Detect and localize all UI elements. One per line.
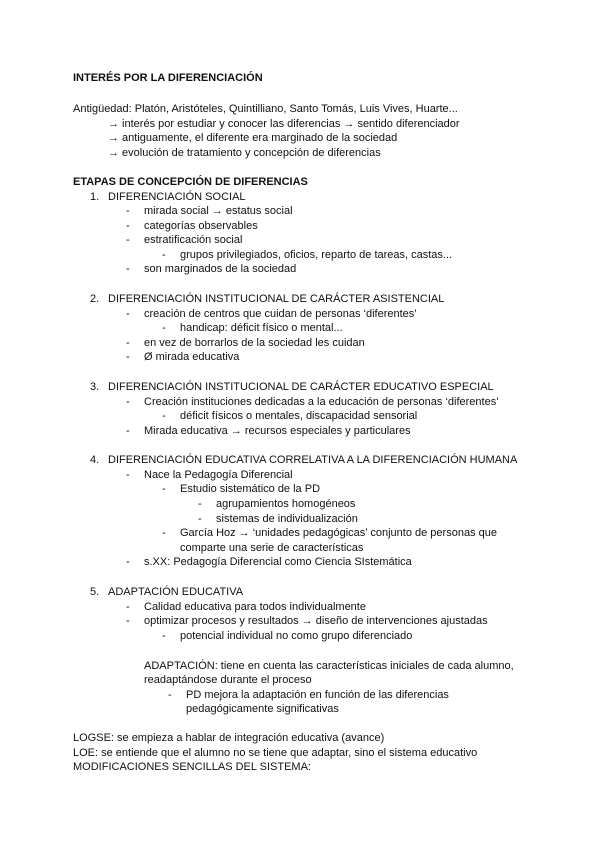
bullet-dash: - — [162, 322, 166, 334]
stage-subitem: handicap: déficit físico o mental... — [180, 322, 343, 334]
stage-title: DIFERENCIACIÓN EDUCATIVA CORRELATIVA A LA DIFERENCIACIÓN HUMANA — [108, 454, 518, 466]
footer-note-logse: LOGSE: se empieza a hablar de integración educativa (avance) — [73, 732, 385, 744]
stage-subitem: García Hoz → ‘unidades pedagógicas’ conjunto de personas que — [180, 527, 497, 539]
bullet-dash: - — [126, 234, 130, 246]
adaptation-note: ADAPTACIÓN: tiene en cuenta las características iniciales de cada alumno, — [144, 660, 514, 672]
bullet-dash: - — [126, 601, 130, 613]
stage-subsubitem: sistemas de individualización — [216, 513, 358, 525]
footer-note-modifications: MODIFICACIONES SENCILLAS DEL SISTEMA: — [73, 761, 311, 773]
bullet-dash: - — [126, 220, 130, 232]
bullet-dash: - — [126, 425, 130, 437]
stage-title: ADAPTACIÓN EDUCATIVA — [108, 586, 244, 598]
stage-item: Calidad educativa para todos individualmente — [144, 601, 366, 613]
stage-number: 2. — [90, 293, 100, 305]
adaptation-point: PD mejora la adaptación en función de las diferencias — [186, 689, 449, 701]
stage-item: creación de centros que cuidan de personas ‘diferentes’ — [144, 308, 417, 320]
stage-title: DIFERENCIACIÓN INSTITUCIONAL DE CARÁCTER EDUCATIVO ESPECIAL — [108, 381, 494, 393]
stage-subitem: grupos privilegiados, oficios, reparto de tareas, castas... — [180, 249, 453, 261]
stage-subitem: déficit físicos o mentales, discapacidad sensorial — [180, 410, 418, 422]
bullet-dash: - — [198, 513, 202, 525]
adaptation-point-cont: pedagógicamente significativas — [186, 703, 339, 715]
stage-subitem: potencial individual no como grupo diferenciado — [180, 630, 413, 642]
stages-heading: ETAPAS DE CONCEPCIÓN DE DIFERENCIAS — [73, 176, 308, 188]
stage-item: Mirada educativa → recursos especiales y particulares — [144, 425, 411, 437]
bullet-dash: - — [126, 351, 130, 363]
stage-item: Creación instituciones dedicadas a la educación de personas ‘diferentes’ — [144, 396, 499, 408]
stage-number: 5. — [90, 586, 100, 598]
stage-number: 3. — [90, 381, 100, 393]
bullet-dash: - — [162, 249, 166, 261]
stage-item: categorías observables — [144, 220, 258, 232]
antiquity-point: → evolución de tratamiento y concepción de diferencias — [108, 147, 381, 159]
bullet-dash: - — [126, 556, 130, 568]
adaptation-note-cont: readaptándose durante el proceso — [144, 674, 312, 686]
bullet-dash: - — [126, 396, 130, 408]
stage-item: Ø mirada educativa — [144, 351, 240, 363]
bullet-dash: - — [168, 689, 172, 701]
bullet-dash: - — [126, 263, 130, 275]
stage-title: DIFERENCIACIÓN SOCIAL — [108, 191, 246, 203]
bullet-dash: - — [126, 615, 130, 627]
stage-number: 1. — [90, 191, 100, 203]
stage-subitem-cont: comparte una serie de características — [180, 542, 364, 554]
footer-note-loe: LOE: se entiende que el alumno no se tiene que adaptar, sino el sistema educativo — [73, 747, 478, 759]
stage-item: en vez de borrarlos de la sociedad les cuidan — [144, 337, 365, 349]
bullet-dash: - — [162, 483, 166, 495]
bullet-dash: - — [126, 308, 130, 320]
antiquity-point: → antiguamente, el diferente era marginado de la sociedad — [108, 132, 398, 144]
stage-subitem: Estudio sistemático de la PD — [180, 483, 321, 495]
stage-subsubitem: agrupamientos homogéneos — [216, 498, 356, 510]
stage-item: s.XX: Pedagogía Diferencial como Ciencia SIstemática — [144, 556, 412, 568]
antiquity-line: Antigüedad: Platón, Aristóteles, Quintilliano, Santo Tomás, Luis Vives, Huarte... — [73, 103, 458, 115]
stage-item: son marginados de la sociedad — [144, 263, 297, 275]
bullet-dash: - — [198, 498, 202, 510]
antiquity-point: → interés por estudiar y conocer las diferencias → sentido diferenciador — [108, 118, 460, 130]
bullet-dash: - — [162, 410, 166, 422]
bullet-dash: - — [126, 205, 130, 217]
bullet-dash: - — [126, 337, 130, 349]
stage-item: mirada social → estatus social — [144, 205, 293, 217]
stage-item: Nace la Pedagogía Diferencial — [144, 469, 293, 481]
stage-title: DIFERENCIACIÓN INSTITUCIONAL DE CARÁCTER ASISTENCIAL — [108, 293, 445, 305]
page-title: INTERÉS POR LA DIFERENCIACIÓN — [73, 72, 263, 84]
stage-item: estratificación social — [144, 234, 243, 246]
stage-item: optimizar procesos y resultados → diseño de intervenciones ajustadas — [144, 615, 488, 627]
bullet-dash: - — [126, 469, 130, 481]
bullet-dash: - — [162, 527, 166, 539]
bullet-dash: - — [162, 630, 166, 642]
stage-number: 4. — [90, 454, 100, 466]
